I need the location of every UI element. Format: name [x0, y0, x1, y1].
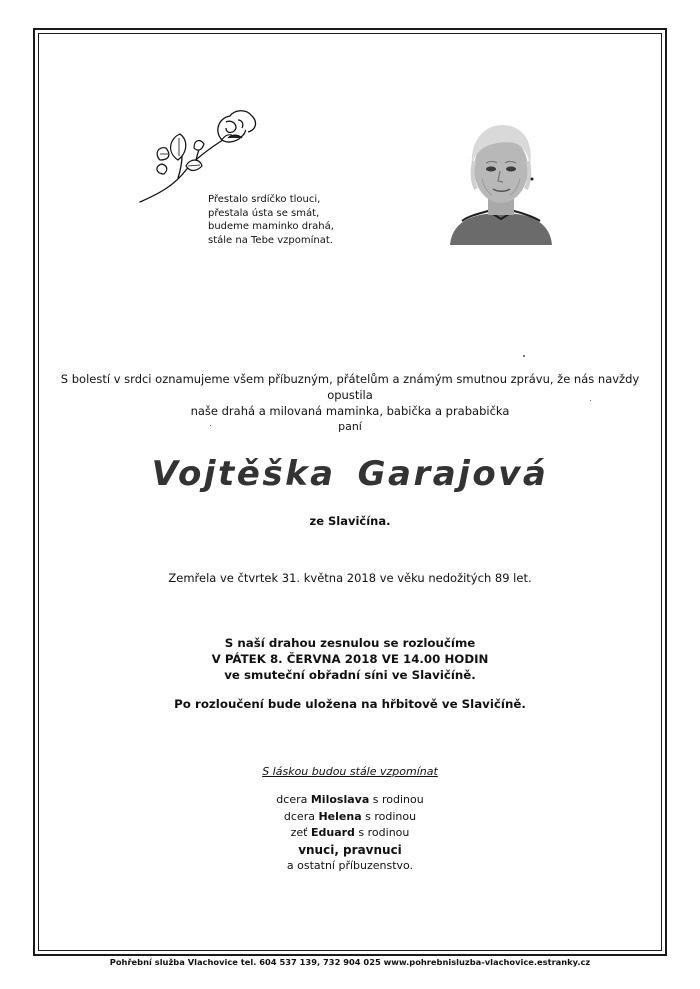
footer-contact: Pohřební služba Vlachovice tel. 604 537 139, 732 904 025 www.pohrebnisluzba-vlachovice.estranky.cz: [109, 957, 591, 967]
announcement: [40, 371, 660, 419]
family-row: zeť Eduard s rodinou: [290, 826, 410, 839]
family-row: vnuci, pravnuci: [298, 842, 402, 857]
family-row: dcera Helena s rodinou: [283, 809, 417, 823]
family-row: a ostatní příbuzenstvo.: [286, 859, 414, 872]
announcement-line: S bolestí v srdci oznamujeme všem příbuzným, přátelům a známým smutnou zprávu, že nás navždy opustila: [60, 372, 640, 402]
announcement-line: naše drahá a milovaná maminka, babička a prababička: [190, 404, 510, 418]
burial-notice: Po rozloučení bude uložena na hřbitově ve Slavičíně.: [174, 697, 526, 711]
funeral-line: V PÁTEK 8. ČERVNA 2018 VE 14.00 HODIN: [211, 652, 489, 666]
portrait-photo: [448, 113, 554, 245]
family-member-name: Helena: [318, 809, 362, 823]
poem-line: stále na Tebe vzpomínat.: [208, 234, 333, 246]
first-name: Vojtěška: [151, 454, 336, 494]
salutation: paní: [338, 420, 362, 433]
speck: [210, 425, 211, 426]
speck: [590, 400, 591, 401]
funeral-line: ve smuteční obřadní síni ve Slavičíně.: [224, 668, 476, 682]
rose-icon: [138, 108, 268, 206]
family-list: [40, 792, 660, 875]
deceased-name: [40, 454, 660, 494]
poem-line: Přestalo srdíčko tlouci,: [208, 194, 321, 205]
deceased-origin: ze Slavičína.: [309, 514, 391, 528]
poem-line: přestala ústa se smát,: [208, 207, 320, 219]
death-notice: Zemřela ve čtvrtek 31. května 2018 ve věku nedožitých 89 let.: [168, 571, 532, 585]
last-name: Garajová: [357, 454, 549, 494]
family-row: dcera Miloslava s rodinou: [276, 793, 424, 806]
family-member-name: Eduard: [310, 826, 355, 839]
poem-line: budeme maminko drahá,: [208, 221, 334, 232]
funeral-line: S naší drahou zesnulou se rozloučíme: [224, 636, 476, 650]
memorial-poem: [208, 193, 368, 247]
speck: [523, 355, 525, 357]
memory-heading: S láskou budou stále vzpomínat: [262, 765, 438, 778]
family-member-name: Miloslava: [310, 793, 370, 806]
funeral-details: [40, 635, 660, 683]
